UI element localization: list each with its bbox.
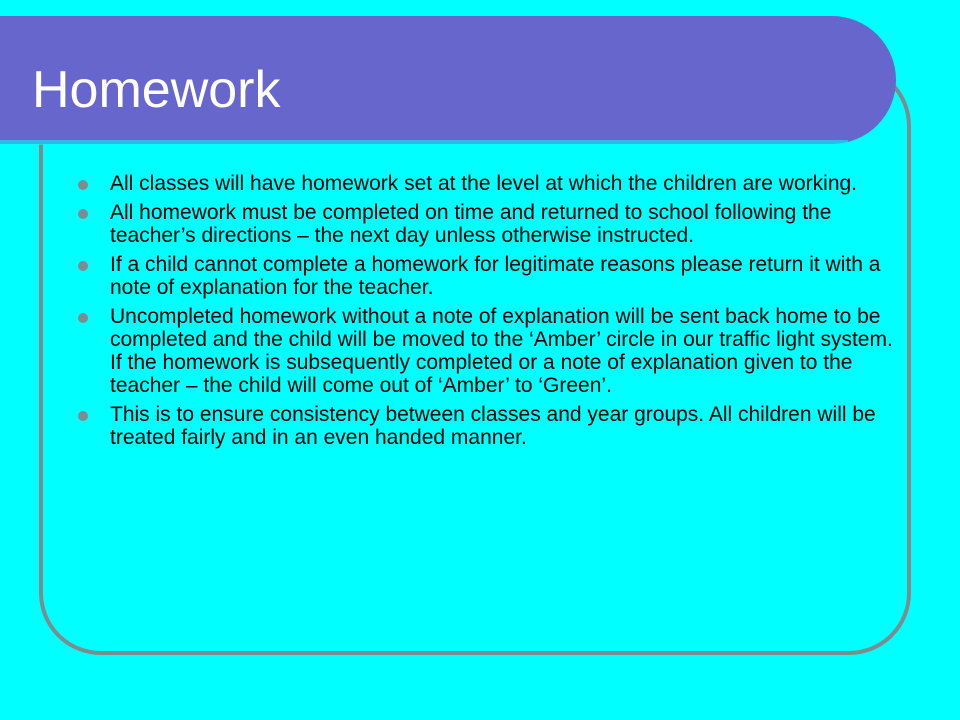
- slide-title: Homework: [32, 61, 281, 119]
- bullet-item: [76, 403, 896, 449]
- bullet-text: All classes will have homework set at the level at which the children are working.: [110, 172, 858, 195]
- bullet-item: [76, 253, 896, 299]
- bullet-item: [76, 201, 896, 247]
- bullet-dot-icon: [78, 209, 88, 219]
- title-bar: [0, 16, 896, 144]
- bullet-dot-icon: [78, 261, 88, 271]
- bullet-list: [76, 172, 896, 455]
- bullet-item: [76, 305, 896, 397]
- bullet-item: [76, 172, 896, 195]
- bullet-text: If a child cannot complete a homework for legitimate reasons please return it with a note of explanation for the teacher.: [110, 253, 881, 299]
- bullet-dot-icon: [78, 313, 88, 323]
- bullet-text: This is to ensure consistency between classes and year groups. All children will be treated fairly and in an even handed manner.: [110, 403, 876, 449]
- bullet-text: Uncompleted homework without a note of explanation will be sent back home to be completed and the child will be moved to the ‘Amber’ circle in our traffic light system. If the homework is subsequently completed or a note of explanation given to the teacher – the child will come out of ‘Amber’ to ‘Green’.: [110, 305, 893, 397]
- bullet-text: All homework must be completed on time and returned to school following the teacher’s directions – the next day unless otherwise instructed.: [110, 201, 832, 247]
- title-underline: [0, 140, 848, 145]
- bullet-dot-icon: [78, 180, 88, 190]
- bullet-dot-icon: [78, 411, 88, 421]
